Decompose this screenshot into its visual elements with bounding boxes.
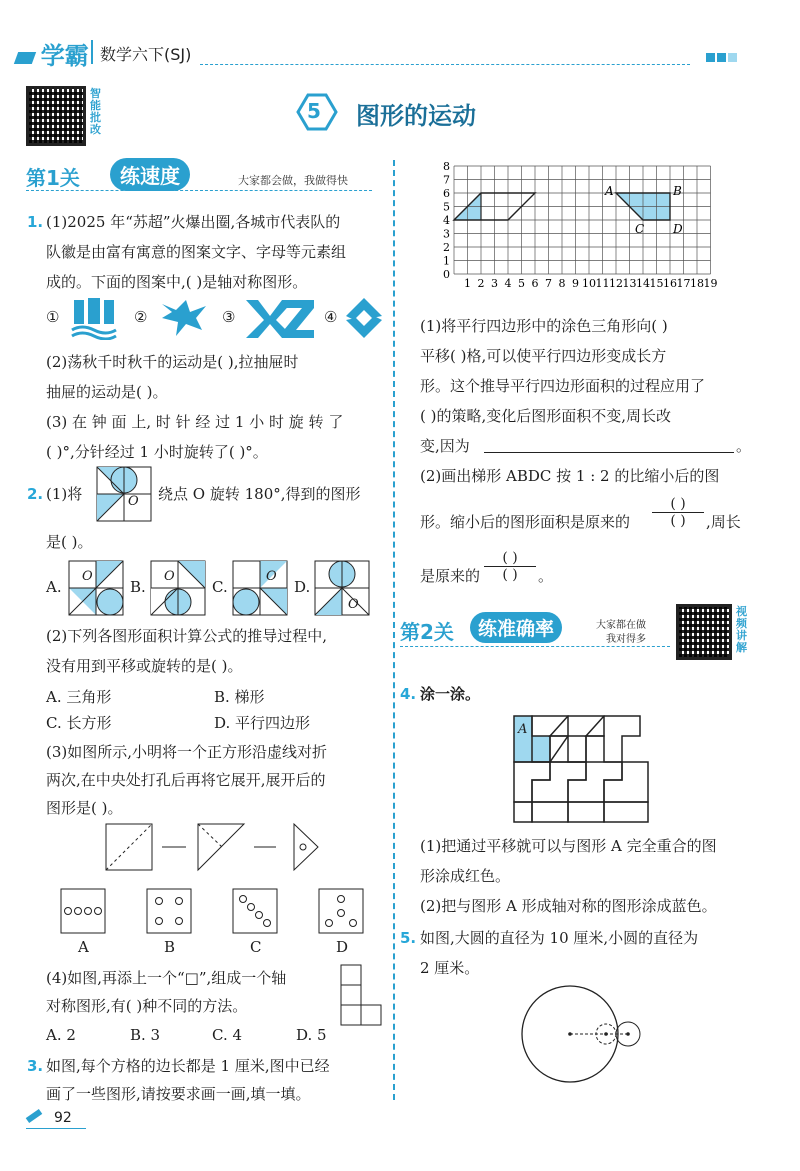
point-b-label: B <box>673 184 682 198</box>
level2-header <box>400 608 670 648</box>
q1-option-2[interactable]: ② <box>134 308 148 326</box>
folding-diagram <box>104 822 334 872</box>
q2-part3-line3: 图形是( )。 <box>46 799 123 817</box>
q2-choice-b-label[interactable]: B. <box>130 578 146 596</box>
level1-header <box>26 158 376 196</box>
q2-part2-option-b[interactable]: B. 梯形 <box>214 688 265 706</box>
q2-part4-option-c[interactable]: C. 4 <box>212 1026 243 1044</box>
chapter-title: 图形的运动 <box>356 102 476 130</box>
q3-part1-line4: ( )的策略,变化后图形面积不变,周长改 <box>420 407 672 425</box>
q1-part2-line1: (2)荡秋千时秋千的运动是( ),拉抽屉时 <box>46 353 299 371</box>
q4-part2: (2)把与图形 A 形成轴对称的图形涂成蓝色。 <box>420 897 717 915</box>
x-tick-label: 19 <box>703 277 718 290</box>
emblem-4-s-icon <box>344 296 384 340</box>
q2-part4-line1: (4)如图,再添上一个“□”,组成一个轴 <box>46 969 287 987</box>
chapter-badge <box>290 92 340 132</box>
y-tick-label: 6 <box>443 187 450 200</box>
q2-choice-b-figure[interactable] <box>150 560 206 616</box>
qr-grading-label: 智能批改 <box>90 87 101 136</box>
q4-number: 4. <box>400 685 417 703</box>
y-tick-label: 2 <box>443 241 450 254</box>
subject-title: 数学六下(SJ) <box>100 45 192 64</box>
page-number: 92 <box>54 1110 72 1126</box>
q2-part1-post: 绕点 O 旋转 180°,得到的图形 <box>158 485 361 503</box>
q2-part3-label-a: A <box>78 938 89 956</box>
q1-part1-line3: 成的。下面的图案中,( )是轴对称图形。 <box>46 273 308 291</box>
q2-part2-option-a[interactable]: A. 三角形 <box>46 688 112 706</box>
q1-part3-line1: (3) 在 钟 面 上, 时 针 经 过 1 小 时 旋 转 了 <box>46 413 344 431</box>
y-tick-label: 0 <box>443 268 450 281</box>
x-tick-label: 5 <box>518 277 525 290</box>
q3-part2-line2-end: ,周长 <box>706 513 741 531</box>
x-tick-label: 13 <box>622 277 637 290</box>
q1-option-3[interactable]: ③ <box>222 308 236 326</box>
q2-part3-label-b: B <box>164 938 176 956</box>
q2-choice-d-figure[interactable] <box>314 560 370 616</box>
q2-part1-pre: (1)将 <box>46 485 83 503</box>
q5-number: 5. <box>400 929 417 947</box>
q1-part2-line2: 抽屉的运动是( )。 <box>46 383 168 401</box>
q2-part3-label-c: C <box>250 938 262 956</box>
level2-slogan-1: 大家都在做 <box>596 620 646 631</box>
emblem-3-xz-icon <box>244 296 316 340</box>
q2-choice-c-figure[interactable] <box>232 560 288 616</box>
y-tick-label: 4 <box>443 214 450 227</box>
x-tick-label: 2 <box>477 277 485 290</box>
q2-part3-label-d: D <box>336 938 349 956</box>
x-tick-label: 11 <box>595 277 610 290</box>
mortarboard-icon <box>14 52 36 64</box>
x-tick-label: 17 <box>676 277 691 290</box>
q2-part1-line2: 是( )。 <box>46 533 93 551</box>
q1-part1-line2: 队徽是由富有寓意的图案文字、字母等元素组 <box>46 243 347 261</box>
q2-choice-c-label[interactable]: C. <box>212 578 228 596</box>
y-tick-label: 8 <box>443 160 450 173</box>
q3-part2-line3: 是原来的 <box>420 567 481 585</box>
x-tick-label: 7 <box>545 277 552 290</box>
q5-line1: 如图,大圆的直径为 10 厘米,小圆的直径为 <box>420 929 699 947</box>
header-rule <box>200 64 690 65</box>
q4-tiling-figure <box>512 714 652 824</box>
y-tick-label: 7 <box>443 173 450 187</box>
q2-part3-choice-a[interactable] <box>60 888 106 934</box>
header-dots <box>706 48 737 66</box>
q2-part4-option-b[interactable]: B. 3 <box>130 1026 161 1044</box>
q3-part2-line1: (2)画出梯形 ABDC 按 1 : 2 的比缩小后的图 <box>420 467 720 485</box>
q3-part1-line1: (1)将平行四边形中的涂色三角形向( ) <box>420 317 668 335</box>
chapter-number: 5 <box>307 99 321 123</box>
level2-label: 第2关 <box>400 620 454 644</box>
column-divider <box>393 160 395 1100</box>
q3-part2-line3-end: 。 <box>538 567 554 585</box>
q2-part4-option-a[interactable]: A. 2 <box>46 1026 76 1044</box>
x-tick-label: 15 <box>649 277 664 290</box>
q2-source-figure <box>96 466 152 522</box>
level1-slogan: 大家都会做，我做得快 <box>238 174 348 187</box>
svg-text:O: O <box>164 569 175 584</box>
x-tick-label: 18 <box>690 277 704 290</box>
x-tick-label: 6 <box>531 277 539 290</box>
q3-area-fraction[interactable]: ( ) ( ) <box>652 496 704 529</box>
level1-label: 第1关 <box>26 166 80 190</box>
q4-part1-line2: 形涂成红色。 <box>420 867 511 885</box>
emblem-1-icon <box>68 296 120 340</box>
q2-part3-choice-b[interactable] <box>146 888 192 934</box>
q2-part2-option-c[interactable]: C. 长方形 <box>46 714 112 732</box>
q3-line2: 画了一些图形,请按要求画一画,填一填。 <box>46 1085 311 1103</box>
y-tick-label: 5 <box>443 200 450 214</box>
q5-line2: 2 厘米。 <box>420 959 480 977</box>
q4-title: 涂一涂。 <box>420 685 481 703</box>
q2-number: 2. <box>27 485 44 503</box>
y-tick-label: 3 <box>443 227 450 241</box>
level2-name: 练准确率 <box>470 612 562 643</box>
q2-source-point-o: O <box>128 494 139 509</box>
q1-number: 1. <box>27 213 44 231</box>
svg-text:O: O <box>82 569 93 584</box>
pencil-icon <box>26 1109 43 1123</box>
q2-choice-a-label[interactable]: A. <box>46 578 62 596</box>
x-tick-label: 8 <box>558 277 566 290</box>
q2-part3-line1: (3)如图所示,小明将一个正方形沿虚线对折 <box>46 743 328 761</box>
q2-part2-line2: 没有用到平移或旋转的是( )。 <box>46 657 243 675</box>
q2-part4-line2: 对称图形,有( )种不同的方法。 <box>46 997 248 1015</box>
q4-part1-line1: (1)把通过平移就可以与图形 A 完全重合的图 <box>420 837 717 855</box>
x-tick-label: 4 <box>504 277 512 290</box>
header-divider <box>91 40 93 64</box>
svg-text:O: O <box>266 569 277 584</box>
q2-part3-line2: 两次,在中央处打孔后再将它展开,展开后的 <box>46 771 326 789</box>
q2-choice-d-label[interactable]: D. <box>294 578 311 596</box>
q3-part1-line2: 平移( )格,可以使平行四边形变成长方 <box>420 347 667 365</box>
q2-part4-l-shape <box>340 964 382 1026</box>
x-tick-label: 16 <box>663 277 677 290</box>
q2-part3-choice-c[interactable] <box>232 888 278 934</box>
brand-name: 学霸 <box>40 42 89 70</box>
qr-video-label: 视频讲解 <box>736 605 747 654</box>
x-tick-label: 1 <box>464 277 471 290</box>
qr-code-video[interactable] <box>676 604 732 660</box>
header-bar <box>0 30 800 70</box>
x-tick-label: 12 <box>609 277 623 290</box>
q1-part1-line1: (1)2025 年“苏超”火爆出圈,各城市代表队的 <box>46 213 341 231</box>
q3-part1-line3: 形。这个推导平行四边形面积的过程应用了 <box>420 377 706 395</box>
q3-number: 3. <box>27 1057 44 1075</box>
point-c-label: C <box>635 222 645 236</box>
q2-part2-option-d[interactable]: D. 平行四边形 <box>214 714 311 732</box>
x-tick-label: 3 <box>491 277 498 290</box>
q2-part3-choice-d[interactable] <box>318 888 364 934</box>
q3-part1-line5: 变,因为 <box>420 437 470 455</box>
q1-part3-line2: ( )°,分针经过 1 小时旋转了( )°。 <box>46 443 268 461</box>
q4-label-a: A <box>518 722 528 737</box>
q3-coordinate-grid <box>428 160 728 295</box>
x-tick-label: 14 <box>636 277 650 290</box>
x-tick-label: 9 <box>572 277 579 290</box>
q2-part4-option-d[interactable]: D. 5 <box>296 1026 327 1044</box>
q3-line1: 如图,每个方格的边长都是 1 厘米,图中已经 <box>46 1057 330 1075</box>
point-d-label: D <box>673 222 683 236</box>
q2-part2-line1: (2)下列各图形面积计算公式的推导过程中, <box>46 627 328 645</box>
level2-slogan-2: 我对得多 <box>606 634 646 645</box>
q3-part2-line2: 形。缩小后的图形面积是原来的 <box>420 513 631 531</box>
q3-perimeter-fraction[interactable]: ( ) ( ) <box>484 550 536 583</box>
q3-part1-answer-line[interactable] <box>484 452 734 453</box>
qr-code-grading[interactable] <box>26 86 86 146</box>
emblem-2-dragon-icon <box>156 296 212 340</box>
level1-name: 练速度 <box>110 158 190 191</box>
q1-option-4[interactable]: ④ <box>324 308 338 326</box>
brand-logo <box>16 36 89 71</box>
q1-option-1[interactable]: ① <box>46 308 60 326</box>
q3-part1-line5-end: 。 <box>736 437 752 455</box>
y-tick-label: 1 <box>443 254 450 268</box>
q5-circles-figure <box>518 984 648 1088</box>
x-tick-label: 10 <box>582 277 596 290</box>
svg-text:O: O <box>348 597 359 612</box>
q2-choice-a-figure[interactable] <box>68 560 124 616</box>
point-a-label: A <box>605 184 614 198</box>
